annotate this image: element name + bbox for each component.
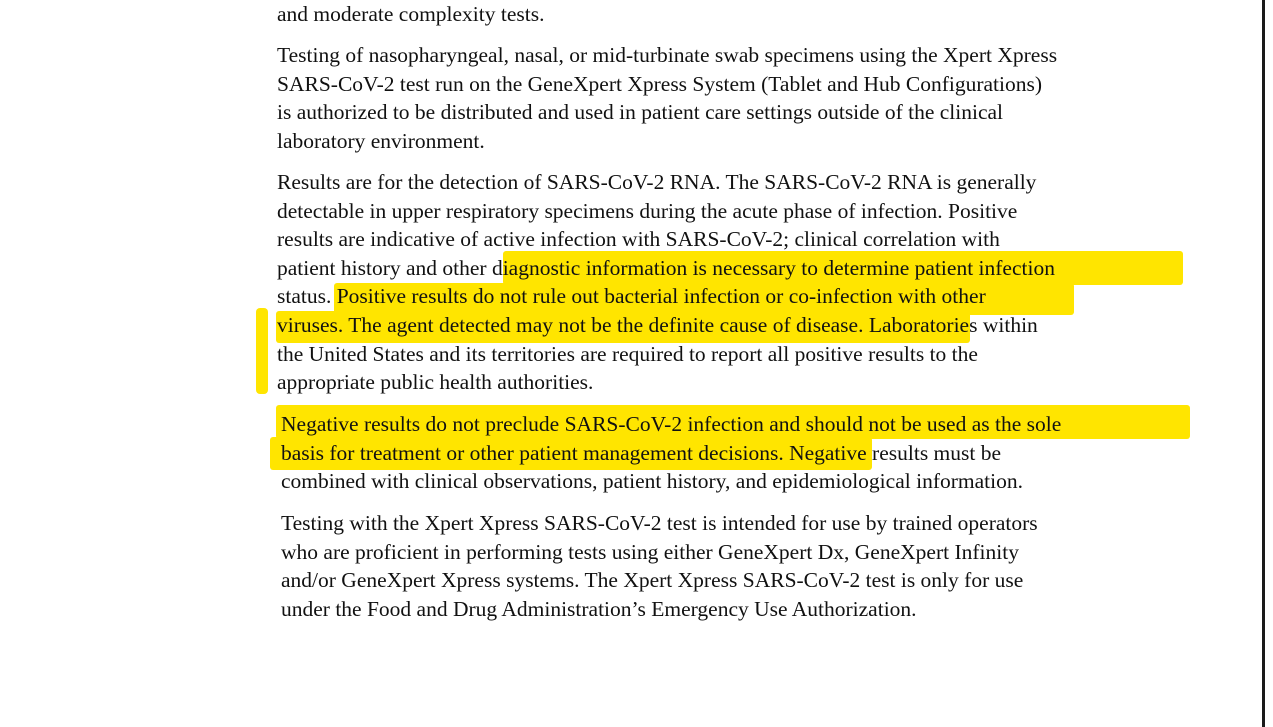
text-line: Negative results do not preclude SARS-CoV-2 infection and should not be used as the sole [281,412,1062,436]
text-line: patient history and other diagnostic information is necessary to determine patient infection [277,255,1055,280]
paragraph-2 [277,41,1057,155]
text-line: detectable in upper respiratory specimens during the acute phase of infection. Positive [277,198,1018,223]
paragraph-3 [277,168,1055,397]
paragraph-4 [281,410,1061,496]
paragraph-5 [281,509,1038,623]
text-line: results are indicative of active infection with SARS-CoV-2; clinical correlation with [277,227,1000,252]
text-line: combined with clinical observations, patient history, and epidemiological information. [281,469,1023,494]
text-line: laboratory environment. [277,128,485,153]
text-line: and/or GeneXpert Xpress systems. The Xpert Xpress SARS-CoV-2 test is only for use [281,568,1024,593]
text-line: who are proficient in performing tests using either GeneXpert Dx, GeneXpert Infinity [281,539,1019,564]
text-line: status. Positive results do not rule out bacterial infection or co-infection with other [277,284,986,309]
text-line: is authorized to be distributed and used in patient care settings outside of the clinical [277,100,1004,125]
text-line: the United States and its territories are required to report all positive results to the [277,341,978,366]
text-line: and moderate complexity tests. [277,2,545,26]
text-line: viruses. The agent detected may not be the definite cause of disease. Laboratories within [277,312,1038,337]
page-edge-rule [1262,0,1265,727]
text-line: under the Food and Drug Administration’s Emergency Use Authorization. [281,596,917,621]
text-line: SARS-CoV-2 test run on the GeneXpert Xpress System (Tablet and Hub Configurations) [277,71,1043,96]
text-line: Results are for the detection of SARS-CoV-2 RNA. The SARS-CoV-2 RNA is generally [277,170,1037,194]
text-line: appropriate public health authorities. [277,370,594,395]
text-line: basis for treatment or other patient management decisions. Negative results must be [281,440,1002,465]
margin-highlight-mark [256,308,268,394]
paragraph-1 [277,0,544,29]
text-line: Testing with the Xpert Xpress SARS-CoV-2 test is intended for use by trained operators [281,511,1038,535]
text-line: Testing of nasopharyngeal, nasal, or mid-turbinate swab specimens using the Xpert Xpress [277,43,1058,67]
